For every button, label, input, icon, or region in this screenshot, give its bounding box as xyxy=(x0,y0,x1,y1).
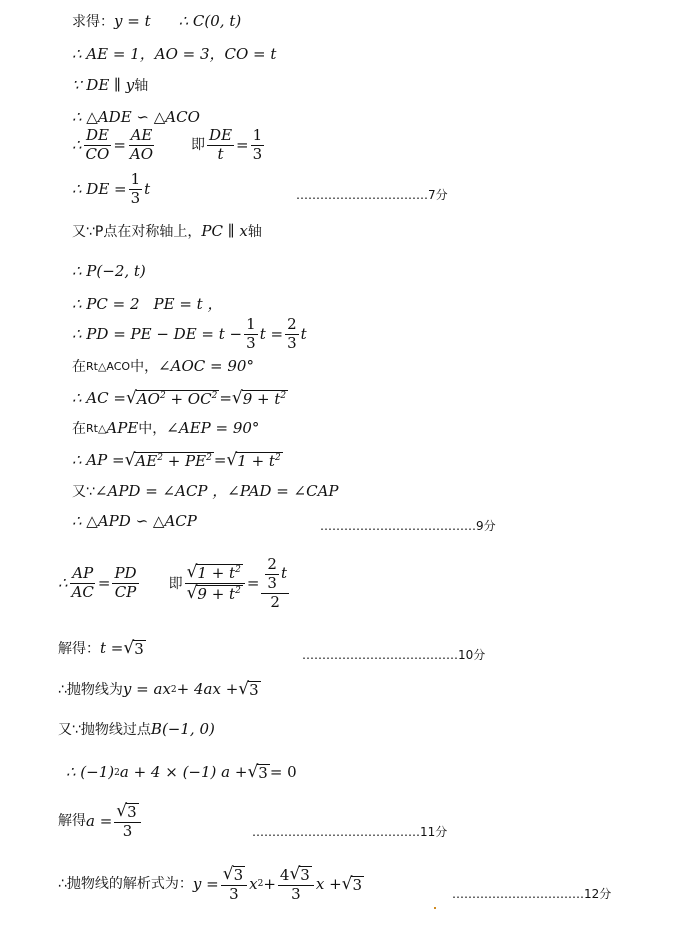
line-4 xyxy=(72,110,200,125)
equation: ∴ AC = xyxy=(72,389,126,407)
square-root: √ $9 + t^2$ xyxy=(231,388,287,408)
square-root: √ 3 xyxy=(247,762,268,782)
equation: + 4ax + xyxy=(176,680,239,698)
exponent: 2 xyxy=(159,391,166,401)
fraction: $\frac{DE}{CO}$ xyxy=(85,126,110,163)
fraction: √ $1 + t^2$ √ $9 + t^2$ xyxy=(185,564,245,603)
equation: ∠APD = ∠ACP ，∠PAD = ∠CAP xyxy=(94,482,339,500)
symbol: ∴ xyxy=(72,135,82,154)
text: 又∵ xyxy=(72,483,95,500)
fraction: $\frac{2}{3}$ xyxy=(287,315,297,352)
equation: x + xyxy=(315,874,342,893)
line-9 xyxy=(72,297,222,312)
equation: y = xyxy=(192,874,219,893)
equals: = xyxy=(97,574,111,593)
text: 轴 xyxy=(134,77,149,94)
term: AO xyxy=(136,390,160,408)
text: 中， xyxy=(130,358,159,375)
line-21: ∴ (−1) 2 a + 4 × (−1) a + √ 3 = 0 xyxy=(66,762,297,782)
symbol: ∴ xyxy=(58,574,68,593)
equation: ∴ PD = PE − DE = t − xyxy=(72,324,243,343)
term: + PE xyxy=(162,452,207,470)
exponent: 2 xyxy=(274,453,281,463)
equation: ∴ PC = 2 xyxy=(72,295,140,313)
term: 1 + t xyxy=(237,452,275,470)
equation: ∴ C(0, t) xyxy=(178,12,242,30)
square-root: √ $AE^2 + PE^2$ xyxy=(124,450,212,470)
line-22 xyxy=(58,803,143,840)
equation: ∴ DE = xyxy=(72,179,127,198)
score-10: …………………………………10分 xyxy=(302,648,486,662)
text: 在 xyxy=(72,358,86,375)
term: t xyxy=(280,564,287,583)
text: 又∵P点在对称轴上， xyxy=(72,223,202,240)
fraction: $\frac{AP}{AC}$ xyxy=(71,564,94,602)
text: 即 xyxy=(191,137,206,154)
line-12 xyxy=(72,390,288,407)
equation: ∵ DE ∥ y xyxy=(72,76,135,94)
equation: + xyxy=(263,874,276,893)
text: Rt△ACO xyxy=(86,360,131,373)
score-11: ……………………………………11分 xyxy=(252,825,448,839)
text: 在 xyxy=(72,420,86,437)
equals: = xyxy=(236,135,249,154)
square-root: √ $1 + t^2$ xyxy=(226,450,281,470)
equation: = 0 xyxy=(269,763,297,781)
exponent: 2 xyxy=(235,586,241,597)
line-19: ∴抛物线为 y = ax 2 + 4ax + √ 3 xyxy=(58,679,259,699)
text: 即 xyxy=(168,575,183,592)
equals: = xyxy=(113,135,126,154)
text: 解得： xyxy=(58,640,100,657)
equation: t xyxy=(300,324,307,343)
square-root: √ 3 xyxy=(341,873,363,894)
denominator: 2 xyxy=(270,592,280,611)
text: 求得： xyxy=(72,13,114,30)
equation: y = ax xyxy=(122,680,171,698)
exponent: 2 xyxy=(211,391,218,401)
text: 中， xyxy=(138,420,167,437)
line-7 xyxy=(72,224,262,239)
equation: ∴ △APD ∽ △ACP xyxy=(72,512,197,530)
line-18 xyxy=(58,640,146,657)
text: ∴抛物线为 xyxy=(58,681,123,698)
line-15 xyxy=(72,484,339,499)
equation: a + 4 × (−1) a + xyxy=(119,763,248,781)
line-8 xyxy=(72,264,146,279)
fraction: $\frac{DE}{t}$ xyxy=(209,126,233,163)
fraction: $\frac{1}{3}$ xyxy=(252,126,263,163)
square-root: √ 3 xyxy=(123,638,144,658)
line-14 xyxy=(72,452,283,469)
equals: = xyxy=(219,389,232,407)
term: 9 + t xyxy=(242,390,281,408)
text: Rt△ xyxy=(86,422,107,435)
equation: ∠AOC = 90° xyxy=(158,357,254,375)
score-9: …………………………………9分 xyxy=(320,519,496,533)
score-7: ……………………………7分 xyxy=(296,188,448,202)
fraction: $\frac{1}{3}$ xyxy=(246,315,256,352)
fraction: $\frac{PD}{CP}$ xyxy=(114,564,137,602)
equals: = xyxy=(213,451,227,469)
exponent: 2 xyxy=(280,391,287,401)
stray-dot xyxy=(434,907,436,909)
equation: t = xyxy=(100,639,124,657)
fraction: √ 3 3 xyxy=(114,803,140,840)
line-2 xyxy=(72,47,276,62)
line-3 xyxy=(72,78,148,93)
equation: PC ∥ x xyxy=(201,222,248,240)
exponent: 2 xyxy=(206,453,212,463)
fraction: 4 √ 3 3 xyxy=(278,866,314,903)
fraction: $\frac{1}{3}$ xyxy=(130,170,141,207)
equation: t xyxy=(144,179,151,198)
term: + OC xyxy=(165,390,212,408)
text: 又∵抛物线过点 xyxy=(58,721,151,738)
fraction: $\frac{AE}{AO}$ xyxy=(129,126,154,163)
equation: ∠AEP = 90° xyxy=(166,419,260,437)
square-root: √ $AO^2 + OC^2$ xyxy=(125,388,218,408)
line-10 xyxy=(72,317,307,352)
term: AE xyxy=(135,452,158,470)
line-16 xyxy=(72,514,197,529)
equation: ∴ AE = 1，AO = 3，CO = t xyxy=(72,45,277,63)
equation: x xyxy=(249,874,258,893)
equation: PE = t ， xyxy=(153,295,223,313)
text: 解得 xyxy=(58,813,86,830)
equation: ∴ (−1) xyxy=(66,763,115,781)
equals: = xyxy=(246,574,260,593)
denominator: 3 xyxy=(267,573,277,592)
term: 1 + t xyxy=(197,564,236,583)
text: ∴抛物线的解析式为： xyxy=(58,876,193,893)
equation: B(−1, 0) xyxy=(150,720,215,738)
equation: APE xyxy=(106,419,139,437)
line-13 xyxy=(72,421,259,436)
equation: t = xyxy=(259,324,284,343)
equation: ∴ AP = xyxy=(72,451,125,469)
equation: a = xyxy=(86,811,113,830)
exponent: 2 xyxy=(235,565,241,576)
equation: y = t xyxy=(114,12,151,30)
term: 9 + t xyxy=(197,585,236,604)
line-20 xyxy=(58,722,215,737)
square-root: √ 3 xyxy=(238,679,259,699)
exponent: 2 xyxy=(157,453,163,463)
text: 轴 xyxy=(247,223,262,240)
compound-fraction xyxy=(261,557,289,610)
line-17 xyxy=(58,557,291,610)
line-11 xyxy=(72,359,254,374)
numerator: 2 xyxy=(267,555,277,573)
line-6 xyxy=(72,172,150,207)
line-23: ∴抛物线的解析式为： y = √ 3 3 x 2 + 4 √ 3 3 x + √ 3 xyxy=(58,864,363,903)
equation: ∴ P(−2, t) xyxy=(72,262,146,280)
line-5 xyxy=(72,128,266,163)
fraction: √ 3 3 xyxy=(221,866,247,903)
equation: ∴ △ADE ∽ △ACO xyxy=(72,108,200,126)
score-12: ……………………………12分 xyxy=(452,887,612,901)
line-1 xyxy=(72,14,241,29)
